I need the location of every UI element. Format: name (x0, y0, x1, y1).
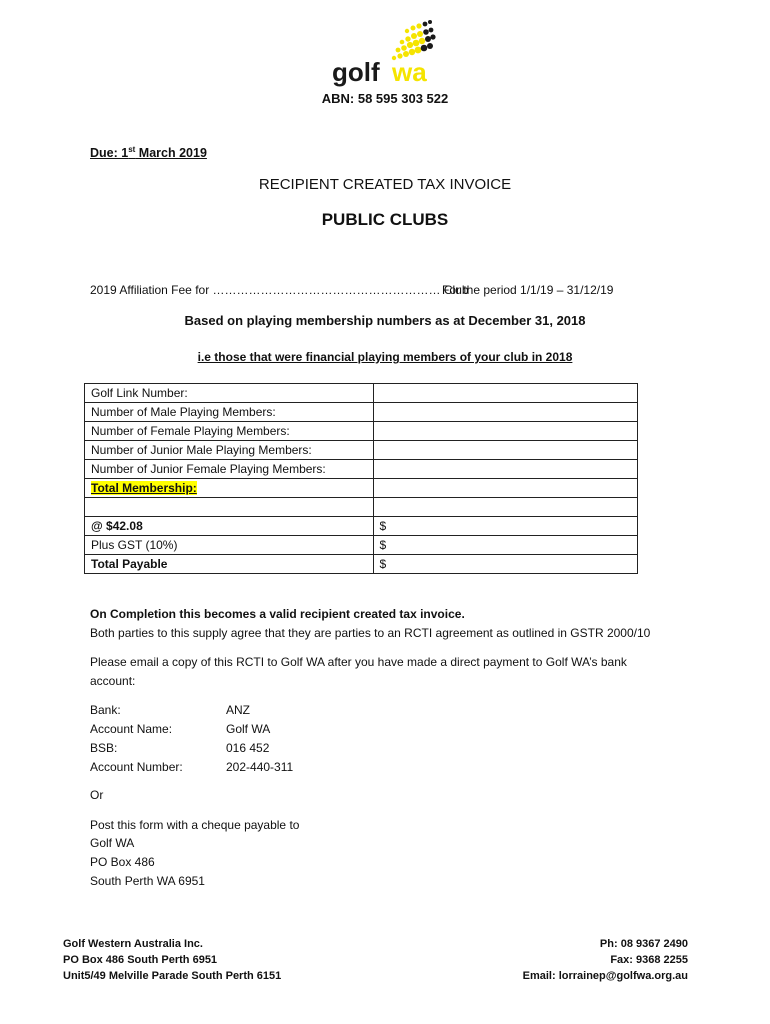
footer-address: Unit5/49 Melville Parade South Perth 6151 (63, 970, 282, 982)
junior-female-label: Number of Junior Female Playing Members: (85, 460, 374, 479)
invoice-subtitle: PUBLIC CLUBS (321, 210, 449, 229)
junior-female-field[interactable] (373, 460, 637, 479)
total-payable-label: Total Payable (85, 555, 374, 574)
logo-wa-text: wa (392, 57, 427, 87)
golf-ball-dots-icon (392, 20, 436, 60)
table-row-blank (85, 498, 638, 517)
junior-male-label: Number of Junior Male Playing Members: (85, 441, 374, 460)
table-row (85, 403, 638, 422)
gst-label: Plus GST (10%) (85, 536, 374, 555)
invoice-title: RECIPIENT CREATED TAX INVOICE (258, 176, 512, 193)
footer-email[interactable]: Email: lorrainep@golfwa.org.au (522, 970, 688, 982)
bank-value: ANZ (226, 703, 250, 717)
rate-label: @ $42.08 (85, 517, 374, 536)
male-members-label: Number of Male Playing Members: (85, 403, 374, 422)
due-sup: st (128, 145, 136, 154)
footer-fax: Fax: 9368 2255 (610, 954, 688, 966)
gst-amount-field[interactable]: $ (373, 536, 637, 555)
table-row (85, 517, 638, 536)
golf-link-field[interactable] (373, 384, 637, 403)
footer-phone: Ph: 08 9367 2490 (599, 938, 688, 950)
bsb-value: 016 452 (226, 741, 270, 755)
affiliation-fee-line: 2019 Affiliation Fee for ………………………………………………… Club (90, 283, 469, 297)
blank-cell (85, 498, 374, 517)
account-number-label: Account Number: (90, 760, 183, 774)
period-text: For the period 1/1/19 – 31/12/19 (442, 283, 614, 297)
table-row (85, 384, 638, 403)
bsb-label: BSB: (90, 741, 118, 755)
rate-amount-field[interactable]: $ (373, 517, 637, 536)
post-line: PO Box 486 (90, 855, 155, 869)
membership-table (84, 383, 638, 574)
junior-male-field[interactable] (373, 441, 637, 460)
golfwa-logo (322, 18, 452, 88)
account-name-label: Account Name: (90, 722, 173, 736)
abn: ABN: 58 595 303 522 (321, 91, 449, 106)
due-prefix: Due: 1 (90, 146, 129, 161)
or-text: Or (90, 788, 104, 802)
female-members-label: Number of Female Playing Members: (85, 422, 374, 441)
total-membership-highlight: Total Membership: (91, 481, 197, 495)
table-row (85, 479, 638, 498)
table-row (85, 536, 638, 555)
email-instruction-line1: Please email a copy of this RCTI to Golf WA after you have made a direct payment to Golf WA’s bank (90, 655, 627, 669)
golf-link-label: Golf Link Number: (85, 384, 374, 403)
bank-label: Bank: (90, 703, 121, 717)
due-suffix: March 2019 (135, 146, 207, 161)
based-on-heading: Based on playing membership numbers as at December 31, 2018 (184, 313, 586, 328)
post-line: South Perth WA 6951 (90, 874, 205, 888)
completion-notice: On Completion this becomes a valid recipient created tax invoice. (90, 607, 465, 621)
table-row (85, 422, 638, 441)
rcti-agreement-text: Both parties to this supply agree that they are parties to an RCTI agreement as outlined in GSTR 2000/10 (90, 626, 651, 640)
logo-golf-text: golf (332, 57, 380, 87)
blank-field[interactable] (373, 498, 637, 517)
ie-note: i.e those that were financial playing members of your club in 2018 (197, 350, 573, 364)
female-members-field[interactable] (373, 422, 637, 441)
email-instruction-line2: account: (90, 674, 136, 688)
post-line: Golf WA (90, 836, 135, 850)
due-date (90, 145, 207, 160)
account-number-value: 202-440-311 (226, 760, 294, 774)
total-membership-label (85, 479, 374, 498)
account-name-value: Golf WA (226, 722, 271, 736)
total-payable-field[interactable]: $ (373, 555, 637, 574)
table-row (85, 441, 638, 460)
footer-org-name: Golf Western Australia Inc. (63, 938, 203, 950)
total-membership-field[interactable] (373, 479, 637, 498)
table-row (85, 555, 638, 574)
footer-po-box: PO Box 486 South Perth 6951 (63, 954, 218, 966)
table-row (85, 460, 638, 479)
male-members-field[interactable] (373, 403, 637, 422)
post-line: Post this form with a cheque payable to (90, 818, 300, 832)
